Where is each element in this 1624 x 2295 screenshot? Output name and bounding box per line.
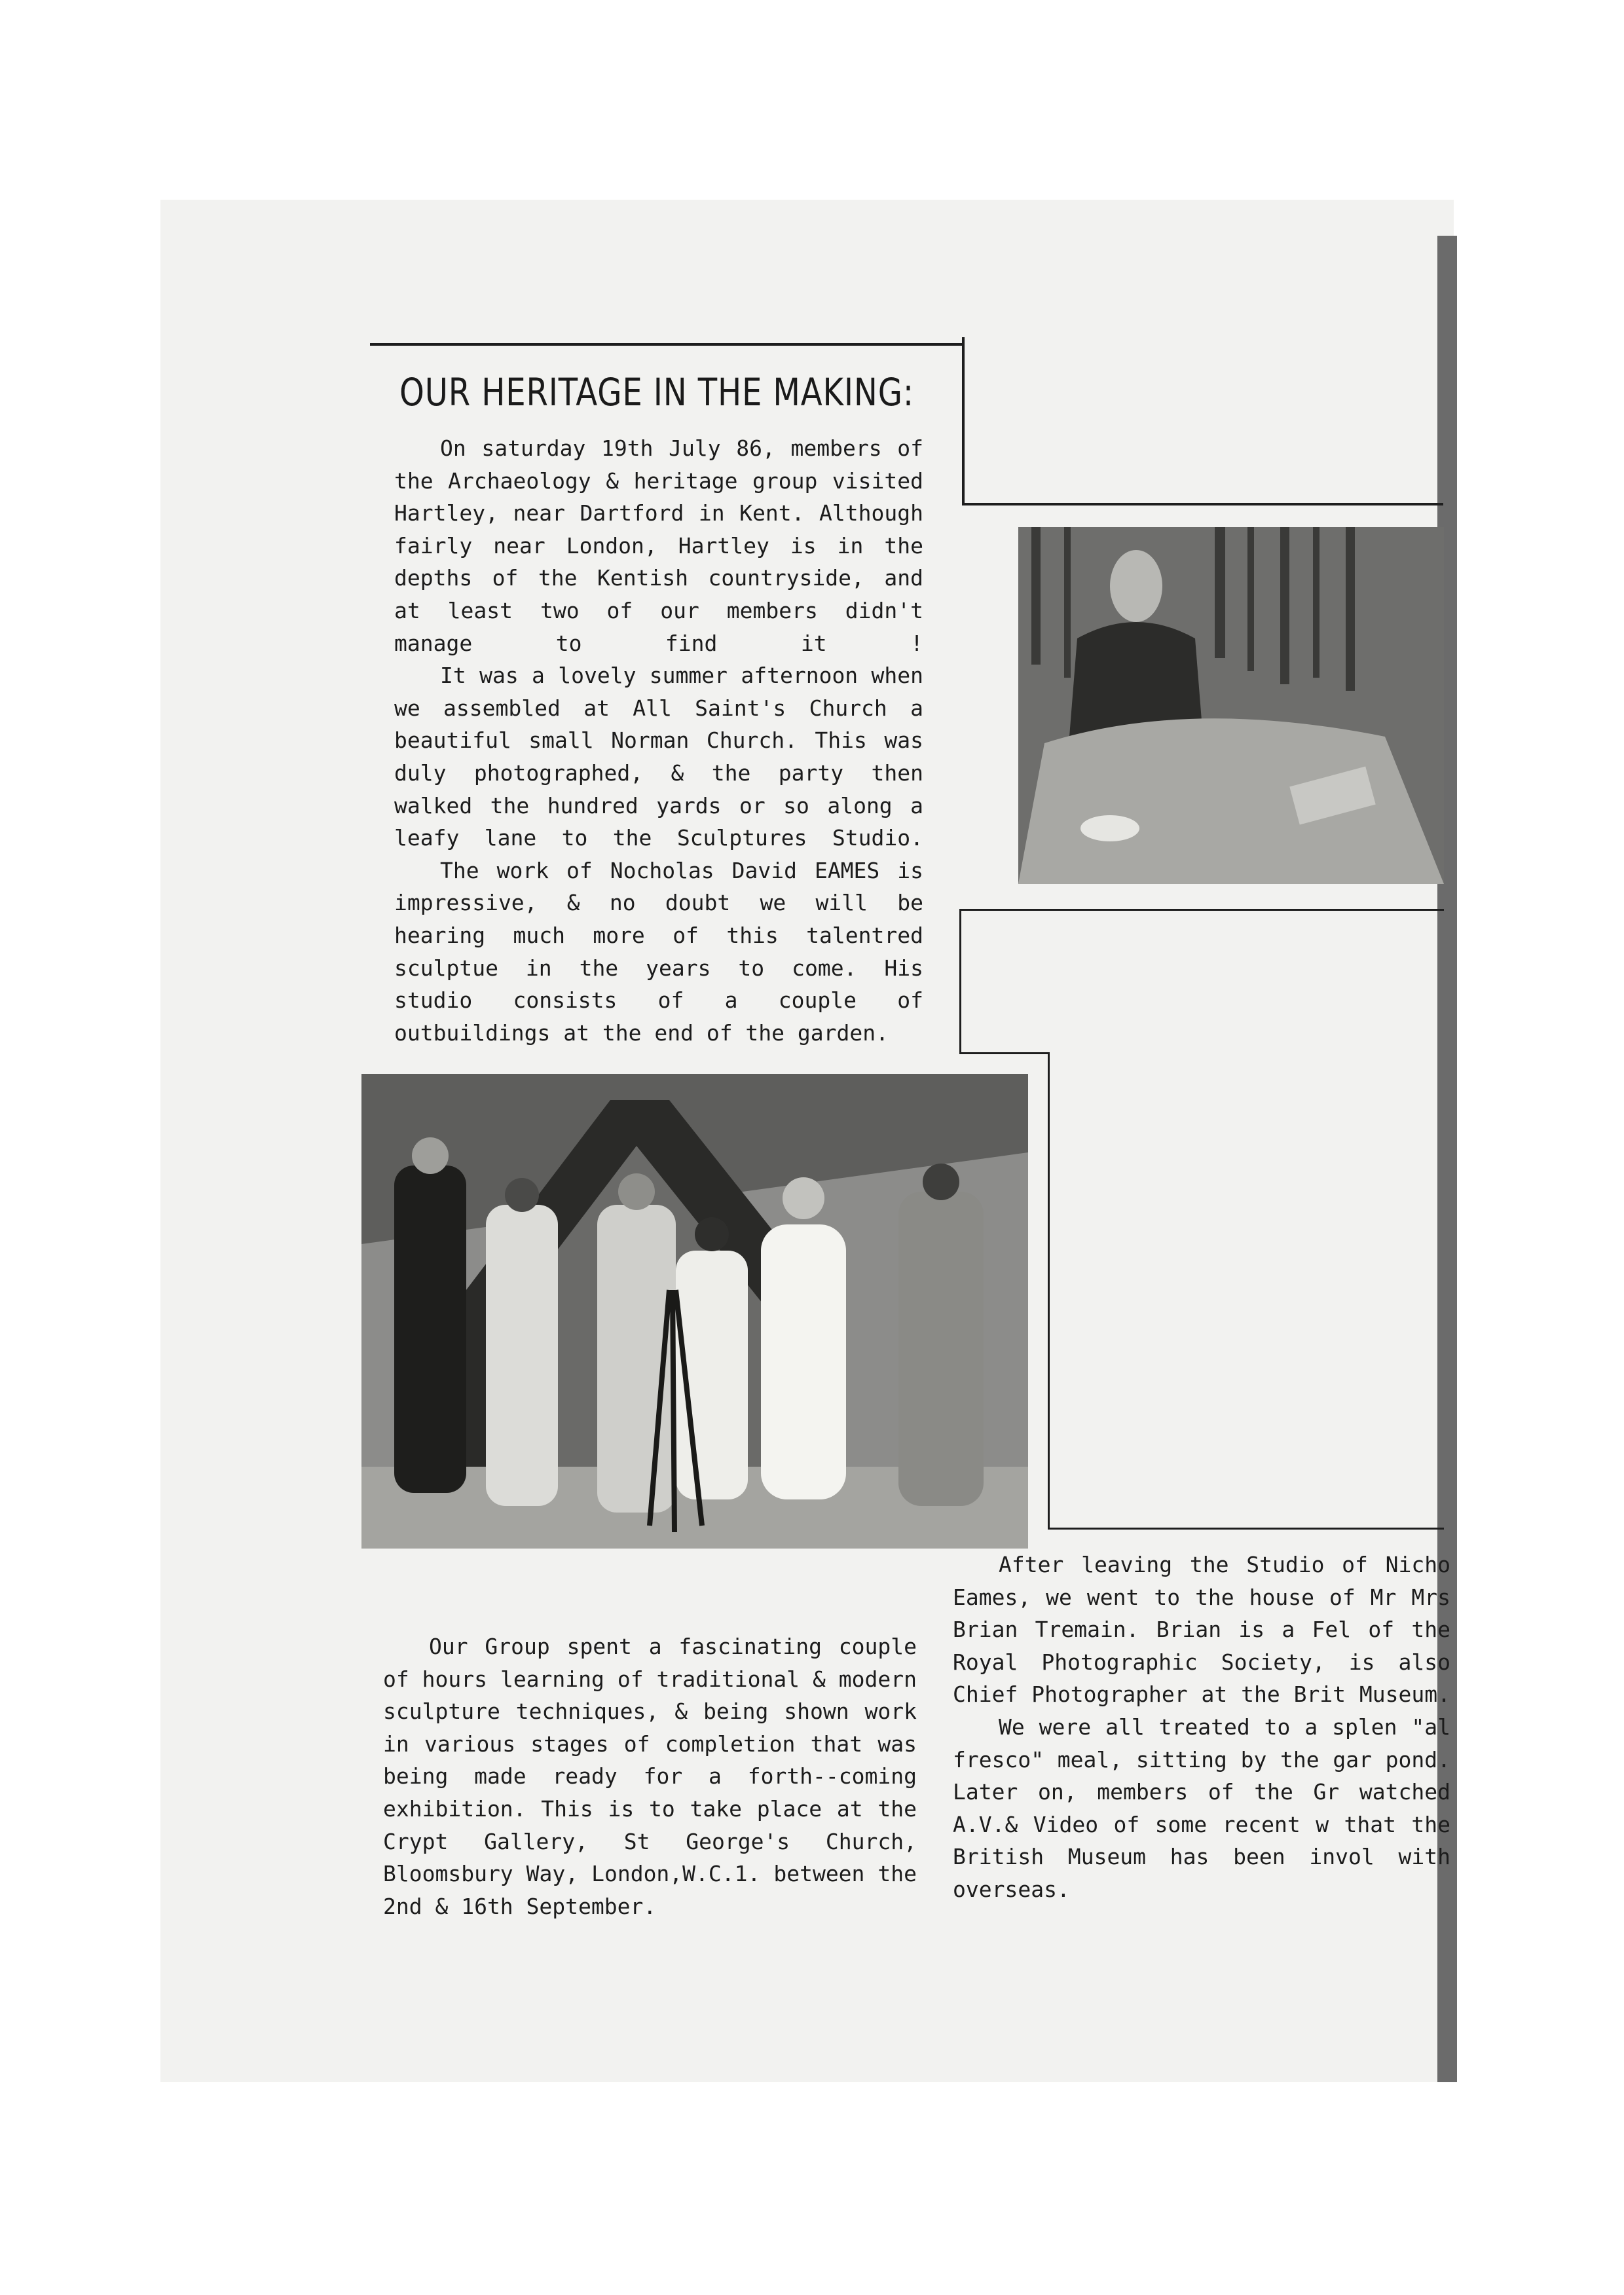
paragraph-6: We were all treated to a splen "al fresco" meal, sitting by the gar pond. Later on, members of the Gr watched A.V.& Video of some recent w that the British Museum has been invol with overseas.: [953, 1714, 1450, 1902]
left-column: [394, 432, 923, 1049]
bottom-left-column: [383, 1630, 917, 1922]
paragraph-4: Our Group spent a fascinating couple of hours learning of traditional & modern sculpture techniques, & being shown work in various stages of completion that was being made ready for a forth--coming exhibition. This is to take place at the Crypt Gallery, St George's Church, Bloomsbury Way, London,W.C.1. between the 2nd & 16th September.: [383, 1634, 917, 1919]
article-title: OUR HERITAGE IN THE MAKING:: [399, 370, 914, 414]
group-photo-icon: [361, 1074, 1028, 1549]
frame-line: [959, 909, 961, 1054]
frame-line: [1048, 1052, 1050, 1529]
frame-line: [959, 1052, 1050, 1054]
studio-photo: [1018, 527, 1444, 884]
group-photo: [361, 1074, 1028, 1549]
paragraph-2: It was a lovely summer afternoon when we assembled at All Saint's Church a beautiful small Norman Church. This was duly photographed, & the party then walked the hundred yards or so along a leafy lane to the Sculptures Studio.: [394, 663, 923, 851]
paragraph-3: The work of Nocholas David EAMES is impressive, & no doubt we will be hearing much more of this talentred sculptue in the years to come. His studio consists of a couple of outbuildings at the end of the garden.: [394, 857, 923, 1046]
frame-line: [962, 503, 1443, 505]
title-rule: [370, 343, 965, 346]
studio-photo-icon: [1018, 527, 1444, 884]
frame-line: [959, 909, 1444, 911]
frame-line: [1048, 1528, 1444, 1530]
paragraph-1: On saturday 19th July 86, members of the Archaeology & heritage group visited Hartley, near Dartford in Kent. Although fairly near London, Hartley is in the depths of the Kentish countryside, and at least two of our members didn't manage to find it !: [394, 435, 923, 656]
frame-line: [962, 337, 965, 504]
paragraph-5: After leaving the Studio of Nicho Eames, we went to the house of Mr Mrs Brian Tremain. Brian is a Fel of the Royal Photographic Society, is also Chief Photographer at the Brit Museum.: [953, 1552, 1450, 1708]
right-column: [953, 1549, 1450, 1906]
